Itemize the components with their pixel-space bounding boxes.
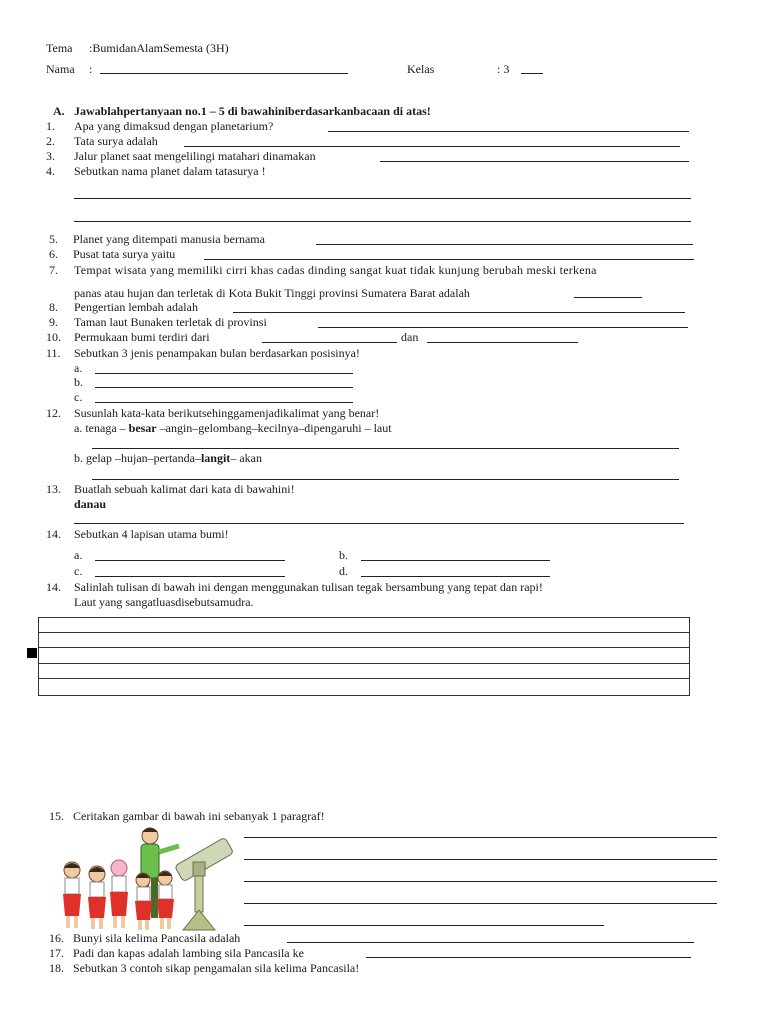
q11-option-a: a. <box>74 361 83 375</box>
child-figure <box>110 860 128 928</box>
writing-line <box>39 647 689 648</box>
q15-answer-line[interactable] <box>244 881 717 882</box>
q4-answer-line[interactable] <box>74 221 691 222</box>
q4-text: Sebutkan nama planet dalam tatasurya ! <box>74 164 266 178</box>
q14-option-d: d. <box>339 564 348 578</box>
q14-answer-line-b[interactable] <box>361 560 550 561</box>
q7-number: 7. <box>49 263 58 277</box>
q13-answer-line[interactable] <box>74 523 684 524</box>
q14b-text: Salinlah tulisan di bawah ini dengan menggunakan tulisan tegak bersambung yang tepat dan rapi! <box>74 580 543 594</box>
q8-answer-line[interactable] <box>233 312 685 313</box>
q14b-sentence: Laut yang sangatluasdisebutsamudra. <box>74 595 254 609</box>
q16-answer-line[interactable] <box>287 942 694 943</box>
q7-text: Tempat wisata yang memiliki cirri khas cadas dinding sangat kuat tidak kunjung berubah meski terkena <box>74 263 597 277</box>
q14-text: Sebutkan 4 lapisan utama bumi! <box>74 527 229 541</box>
black-square-marker <box>27 648 37 658</box>
q9-text: Taman laut Bunaken terletak di provinsi <box>74 315 267 329</box>
q4-answer-line[interactable] <box>74 198 691 199</box>
q6-answer-line[interactable] <box>204 259 694 260</box>
q1-answer-line[interactable] <box>328 131 689 132</box>
q14-answer-line-a[interactable] <box>95 560 285 561</box>
q16-text: Bunyi sila kelima Pancasila adalah <box>73 931 241 945</box>
q11-answer-line-c[interactable] <box>95 402 353 403</box>
q3-text: Jalur planet saat mengelilingi matahari dinamakan <box>74 149 316 163</box>
q14-answer-line-c[interactable] <box>95 576 285 577</box>
child-figure <box>157 871 174 929</box>
q9-answer-line[interactable] <box>318 327 688 328</box>
kelas-label: Kelas <box>407 62 435 76</box>
section-a-title: Jawablahpertanyaan no.1 – 5 di bawahiniberdasarkanbacaan di atas! <box>74 104 431 118</box>
q13-number: 13. <box>46 482 61 496</box>
kelas-value: : 3 <box>497 62 510 76</box>
q2-number: 2. <box>46 134 55 148</box>
q14-option-c: c. <box>74 564 83 578</box>
q15-answer-line[interactable] <box>244 925 604 926</box>
q15-text: Ceritakan gambar di bawah ini sebanyak 1 paragraf! <box>73 809 325 823</box>
q14-number: 14. <box>46 527 61 541</box>
q2-text: Tata surya adalah <box>74 134 158 148</box>
q16-number: 16. <box>49 931 64 945</box>
q12-number: 12. <box>46 406 61 420</box>
q8-number: 8. <box>49 300 58 314</box>
q12-item-b: b. gelap –hujan–pertanda–langit– akan <box>74 451 262 465</box>
q6-text: Pusat tata surya yaitu <box>73 247 176 261</box>
q11-answer-line-b[interactable] <box>95 387 353 388</box>
q11-text: Sebutkan 3 jenis penampakan bulan berdasarkan posisinya! <box>74 346 360 360</box>
q15-number: 15. <box>49 809 64 823</box>
children-telescope-illustration <box>55 822 237 934</box>
q7-answer-line[interactable] <box>574 297 642 298</box>
q7-text-continued: panas atau hujan dan terletak di Kota Bukit Tinggi provinsi Sumatera Barat adalah <box>74 286 470 300</box>
telescope-icon <box>175 837 234 930</box>
q12-item-a: a. tenaga – besar –angin–gelombang–kecilnya–dipengaruhi – laut <box>74 421 392 435</box>
q10-and: dan <box>401 330 419 344</box>
q15-answer-line[interactable] <box>244 859 717 860</box>
q11-answer-line-a[interactable] <box>95 373 353 374</box>
q12-text: Susunlah kata-kata berikutsehinggamenjadikalimat yang benar! <box>74 406 380 420</box>
q12-answer-line-b[interactable] <box>92 479 679 480</box>
kelas-answer-line[interactable] <box>521 73 543 74</box>
q17-text: Padi dan kapas adalah lambing sila Pancasila ke <box>73 946 304 960</box>
nama-label: Nama <box>46 62 75 76</box>
child-figure <box>63 862 81 928</box>
q17-number: 17. <box>49 946 64 960</box>
writing-line <box>39 632 689 633</box>
q10-answer-line-1[interactable] <box>262 342 397 343</box>
handwriting-lines-box[interactable] <box>38 617 690 696</box>
q14b-number: 14. <box>46 580 61 594</box>
q11-number: 11. <box>46 346 61 360</box>
q3-number: 3. <box>46 149 55 163</box>
q12-answer-line-a[interactable] <box>92 448 679 449</box>
q18-number: 18. <box>49 961 64 975</box>
child-figure <box>88 866 106 929</box>
q10-text: Permukaan bumi terdiri dari <box>74 330 210 344</box>
q14-option-b: b. <box>339 548 348 562</box>
writing-line <box>39 678 689 679</box>
q13-text: Buatlah sebuah kalimat dari kata di bawahini! <box>74 482 295 496</box>
q14-answer-line-d[interactable] <box>361 576 550 577</box>
q9-number: 9. <box>49 315 58 329</box>
q1-text: Apa yang dimaksud dengan planetarium? <box>74 119 274 133</box>
q15-answer-line[interactable] <box>244 903 717 904</box>
nama-answer-line[interactable] <box>100 73 348 74</box>
q6-number: 6. <box>49 247 58 261</box>
writing-line <box>39 663 689 664</box>
child-figure <box>135 873 152 930</box>
q13-word: danau <box>74 497 107 511</box>
q3-answer-line[interactable] <box>380 161 689 162</box>
q18-text: Sebutkan 3 contoh sikap pengamalan sila kelima Pancasila! <box>73 961 360 975</box>
q10-number: 10. <box>46 330 61 344</box>
nama-colon: : <box>89 62 93 76</box>
q10-answer-line-2[interactable] <box>427 342 578 343</box>
q15-answer-line[interactable] <box>244 837 717 838</box>
q17-answer-line[interactable] <box>366 957 691 958</box>
tema-value: :BumidanAlamSemesta (3H) <box>89 41 229 55</box>
q4-number: 4. <box>46 164 55 178</box>
q5-number: 5. <box>49 232 58 246</box>
q5-text: Planet yang ditempati manusia bernama <box>73 232 265 246</box>
q8-text: Pengertian lembah adalah <box>74 300 198 314</box>
section-a-letter: A. <box>53 104 65 118</box>
q2-answer-line[interactable] <box>184 146 680 147</box>
q11-option-b: b. <box>74 375 83 389</box>
q1-number: 1. <box>46 119 55 133</box>
q5-answer-line[interactable] <box>316 244 693 245</box>
tema-label: Tema <box>46 41 73 55</box>
q11-option-c: c. <box>74 390 83 404</box>
q14-option-a: a. <box>74 548 83 562</box>
